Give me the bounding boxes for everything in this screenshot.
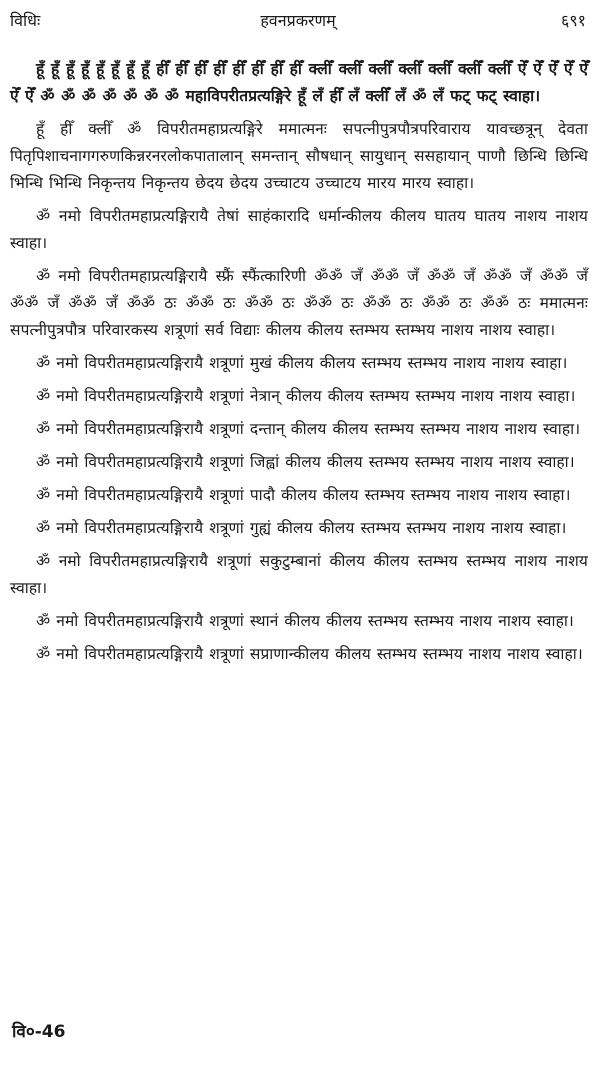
paragraph: ॐ नमो विपरीतमहाप्रत्यङ्गिरायै शत्रूणां दन्तान् कीलय कीलय स्तम्भय स्तम्भय नाशय नाशय स्वाहा। [36, 420, 581, 438]
body-text [10, 56, 588, 674]
header-left-label: विधिः [10, 11, 41, 30]
paragraph: हूँ हीँ क्लीँ ॐ विपरीतमहाप्रत्यङ्गिरे ममात्मनः सपत्नीपुत्रपौत्रपरिवाराय यावच्छत्रून् देवता पितृपिशाचनागगरुणकिन्नरनरलोकपातालान् समन्तान् सौषधान् सायुधान् ससहायान् पाणौ छिन्धि छिन्धि भिन्धि भिन्धि निकृन्तय निकृन्तय छेदय छेदय उच्चाटय उच्चाटय मारय मारय स्वाहा। [10, 120, 588, 192]
paragraph: ॐ नमो विपरीतमहाप्रत्यङ्गिरायै स्फ्रैं स्फैंत्कारिणी ॐॐ जँ ॐॐ जँ ॐॐ जँ ॐॐ जँ ॐॐ जँ ॐॐ जँ ॐॐ जँ ॐॐ ठः ॐॐ ठः ॐॐ ठः ॐॐ ठः ॐॐ ठः ॐॐ ठः ॐॐ ठः ममात्मनः सपत्नीपुत्रपौत्र परिवारकस्य शत्रूणां सर्व विद्याः कीलय कीलय स्तम्भय स्तम्भय नाशय नाशय स्वाहा। [10, 267, 588, 339]
paragraph: ॐ नमो विपरीतमहाप्रत्यङ्गिरायै शत्रूणां जिह्वां कीलय कीलय स्तम्भय स्तम्भय नाशय नाशय स्वाहा। [36, 453, 575, 471]
paragraph: ॐ नमो विपरीतमहाप्रत्यङ्गिरायै शत्रूणां गुह्यं कीलय कीलय स्तम्भय स्तम्भय नाशय नाशय स्वाहा। [36, 519, 567, 537]
running-header [10, 6, 586, 36]
paragraph: ॐ नमो विपरीतमहाप्रत्यङ्गिरायै शत्रूणां स्थानं कीलय कीलय स्तम्भय स्तम्भय नाशय नाशय स्वाहा। [36, 612, 574, 630]
paragraph: ॐ नमो विपरीतमहाप्रत्यङ्गिरायै शत्रूणां सकुटुम्बानां कीलय कीलय स्तम्भय स्तम्भय नाशय नाशय स्वाहा। [10, 552, 588, 597]
paragraph: ॐ नमो विपरीतमहाप्रत्यङ्गिरायै शत्रूणां सप्राणान्कीलय कीलय स्तम्भय स्तम्भय नाशय नाशय स्वाहा। [36, 645, 583, 663]
paragraph: ॐ नमो विपरीतमहाप्रत्यङ्गिरायै तेषां साहंकारादि धर्मान्कीलय कीलय घातय घातय नाशय नाशय स्वाहा। [10, 207, 588, 252]
footer-signature: वि०-46 [12, 1022, 66, 1042]
page-number: ६९१ [561, 11, 586, 30]
paragraph: ॐ नमो विपरीतमहाप्रत्यङ्गिरायै शत्रूणां मुखं कीलय कीलय स्तम्भय स्तम्भय नाशय नाशय स्वाहा। [36, 354, 568, 372]
paragraph: ॐ नमो विपरीतमहाप्रत्यङ्गिरायै शत्रूणां पादौ कीलय कीलय स्तम्भय स्तम्भय नाशय नाशय स्वाहा। [36, 486, 571, 504]
paragraph: ॐ नमो विपरीतमहाप्रत्यङ्गिरायै शत्रूणां नेत्रान् कीलय कीलय स्तम्भय स्तम्भय नाशय नाशय स्वाहा। [36, 387, 576, 405]
paragraph: हूँ हूँ हूँ हूँ हूँ हूँ हूँ हूँ हीँ हीँ हीँ हीँ हीँ हीँ हीँ हीँ क्लीँ क्लीँ क्लीँ क्लीँ क्लीँ क्लीँ क्लीँ ऐँ ऐँ ऐँ ऐँ ऐँ ऐँ ऐँ ॐ ॐ ॐ ॐ ॐ ॐ ॐ महाविपरीतप्रत्यङ्गिरे हूँ लँ हीँ लँ क्लीँ लँ ॐ लँ फट् फट् स्वाहा। [10, 60, 588, 105]
header-title: हवनप्रकरणम् [260, 11, 336, 30]
